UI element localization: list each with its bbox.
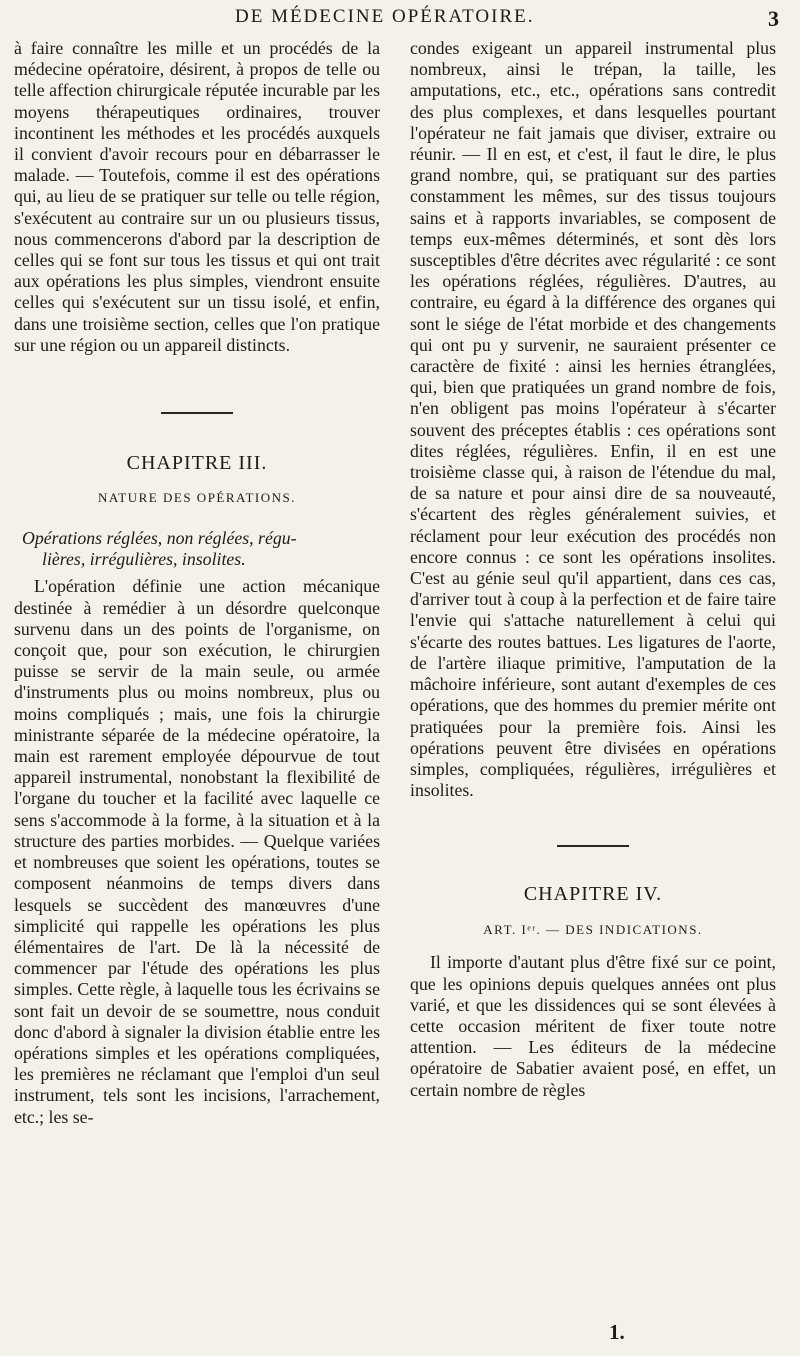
right-paragraph-2: Il importe d'autant plus d'être fixé sur ce point, que les opinions depuis quelques années ont plus varié, et que les dissidences qui se sont élevées à cette occasion méritent de fixer toute notre attention. — Les éditeurs de la médecine opératoire de Sabatier avaient posé, en effet, un certain nombre de règles bbox=[410, 952, 776, 1100]
left-column bbox=[14, 38, 380, 1128]
article-heading: ART. Iᵉʳ. — DES INDICATIONS. bbox=[483, 922, 703, 938]
running-head: DE MÉDECINE OPÉRATOIRE. bbox=[235, 6, 535, 27]
left-paragraph-2: L'opération définie une action mécanique destinée à remédier à un désordre quelconque survenu dans un des points de l'organisme, on conçoit que, pour son exécution, le chirurgien puisse se servir de la main seule, ou armée d'instruments plus ou moins nombreux, plus ou moins compliqués ; mais, une fois la chirurgie ministrante séparée de la médecine opératoire, la main est rarement employée dépourvue de tout appareil instrumental, nonobstant la flexibilité de l'organe du toucher et la facilité avec laquelle ce sens s'accommode à la forme, à la situation et à la structure des parties morbides. — Quelque variées et nombreuses que soient les opérations, toutes se composent néanmoins de temps divers dans lesquels se succèdent des manœuvres d'une simplicité qui rappelle les opérations les plus élémentaires de l'art. De là la nécessité de commencer par l'étude des opérations les plus simples. Cette règle, à laquelle tous les écrivains se sont fait un devoir de se soumettre, nous conduit donc d'abord à signaler la division établie entre les opérations simples et les opérations compliquées, les premières ne réclamant que l'emploi d'un seul instrument, tels sont les incisions, l'arrachement, etc.; les se- bbox=[14, 576, 380, 1127]
section-italic-title-line-1: Opérations réglées, non réglées, régu- bbox=[22, 528, 297, 549]
chapter-4-title: CHAPITRE IV. bbox=[523, 883, 663, 906]
section-italic-title-line-2: lières, irrégulières, insolites. bbox=[42, 549, 246, 570]
right-column bbox=[410, 38, 776, 1101]
signature-mark: 1. bbox=[609, 1320, 625, 1344]
chapter-3-title: CHAPITRE III. bbox=[126, 452, 268, 475]
left-paragraph-1: à faire connaître les mille et un procédés de la médecine opératoire, désirent, à propos de telle ou telle affection chirurgicale réputée incurable par les moyens thérapeutiques ordinaires, trouver incontinent les méthodes et les procédés auxquels il convient d'avoir recours pour en débarrasser le malade. — Toutefois, comme il est des opérations qui, au lieu de se pratiquer sur telle ou telle région, s'exécutent au contraire sur un ou plusieurs tissus, nous commencerons d'abord par la description de celles qui se font sur tous les tissus et qui ont trait aux opérations les plus simples, viendront ensuite celles qui s'exécutent sur un tissu isolé, et enfin, dans une troisième section, celles que l'on pratique sur une région ou un appareil distincts. bbox=[14, 38, 380, 355]
page-number: 3 bbox=[768, 6, 779, 31]
right-paragraph-1: condes exigeant un appareil instrumental plus nombreux, ainsi le trépan, la taille, les amputations, etc., etc., opérations sans contredit des plus complexes, et dans lesquelles pourtant l'opérateur ne fait jamais que diviser, extraire ou réunir. — Il en est, et c'est, il faut le dire, le plus grand nombre, qui, se pratiquant sur des parties constamment les mêmes, sur des tissus toujours sains et à rapports invariables, se composent de temps eux-mêmes déterminés, et sont dès lors susceptibles d'être décrites avec régularité : ce sont les opérations réglées, régulières. D'autres, au contraire, eu égard à la différence des organes qui sont le siége de l'état morbide et des changements qui ont pu y survenir, ne sauraient présenter ce caractère de fixité : ainsi les hernies étranglées, qui, bien que pratiquées un grand nombre de fois, n'en obligent pas moins l'opérateur à s'écarter souvent des préceptes établis : ces opérations sont dites réglées, régulières. Enfin, il en est une troisième classe qui, à raison de l'étendue du mal, de sa nature et pour ainsi dire de sa nouveauté, s'écartent des règles généralement suivies, et réclament pour leur exécution des procédés non encore connus : ce sont les opérations insolites. C'est au génie seul qu'il appartient, dans ces cas, d'arriver tout à coup à la perfection et de faire taire l'envie qui s'attache naturellement à celui qui s'écarte des routes battues. Les ligatures de l'aorte, de l'artère iliaque primitive, l'amputation de la mâchoire inférieure, sont autant d'exemples de ces opérations, que des hommes du premier mérite ont pratiquées pour la première fois. Ainsi les opérations peuvent être divisées en opérations simples, compliquées, régulières, irrégulières et insolites. bbox=[410, 38, 776, 801]
chapter-3-subtitle: NATURE DES OPÉRATIONS. bbox=[97, 490, 297, 506]
